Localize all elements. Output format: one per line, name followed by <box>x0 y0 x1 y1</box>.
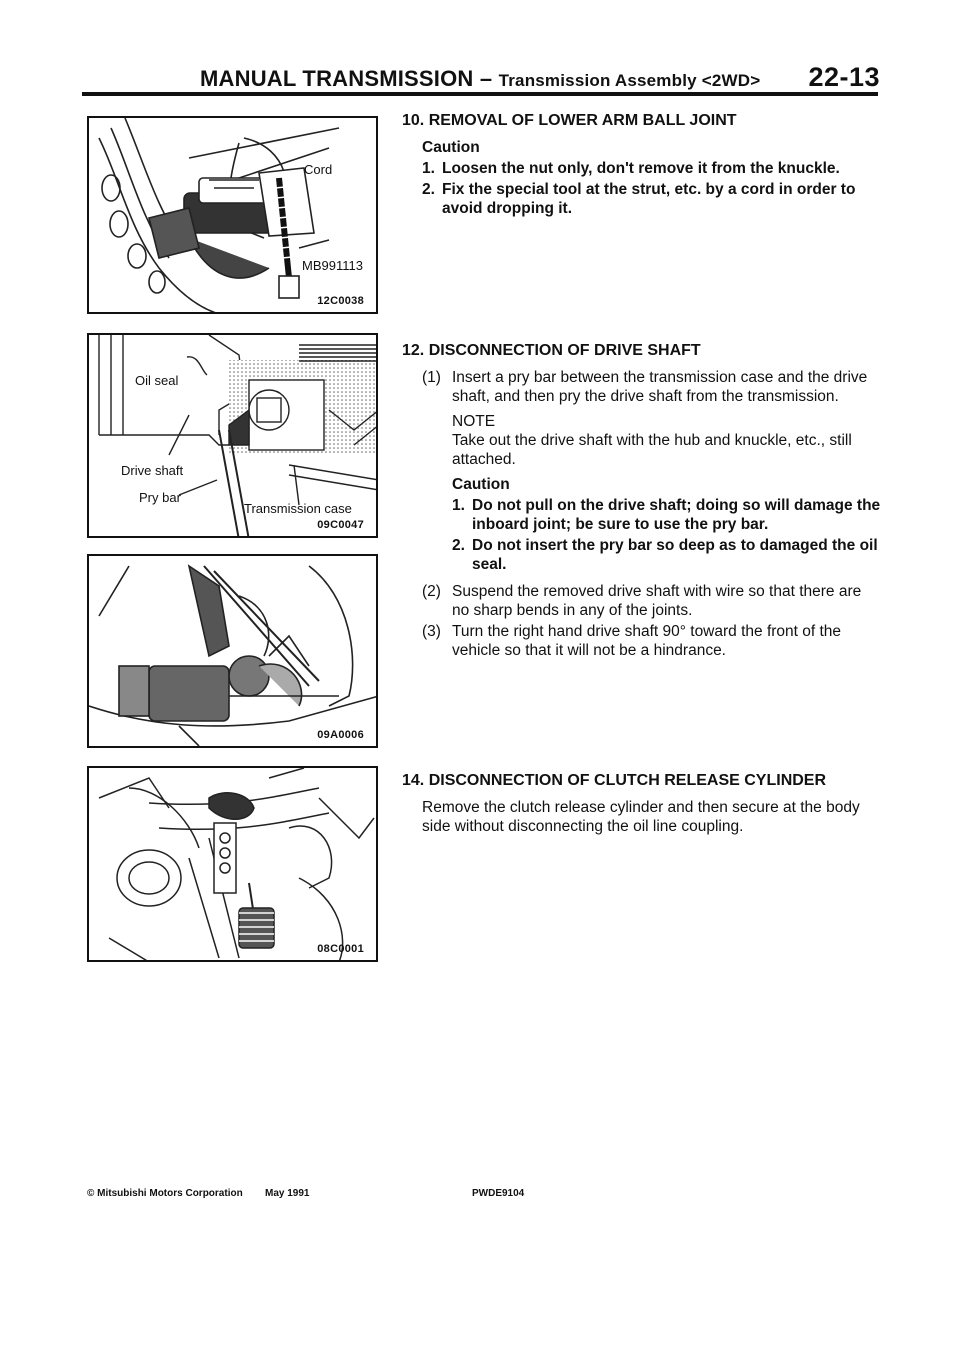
procedure-step <box>422 622 882 660</box>
figure-drive-shaft-pry <box>87 333 378 538</box>
step-text: Suspend the removed drive shaft with wire so that there are no sharp bends in any of the joints. <box>452 583 862 619</box>
procedure-step <box>422 368 882 406</box>
page-title <box>200 66 760 92</box>
note-heading: NOTE <box>452 413 496 430</box>
label-cord: Cord <box>304 162 333 177</box>
label-tool-number: MB991113 <box>302 258 363 273</box>
title-sub: Transmission Assembly <2WD> <box>498 71 761 90</box>
section-title: 14. DISCONNECTION OF CLUTCH RELEASE CYLINDER <box>402 772 827 789</box>
item-text: Do not insert the pry bar so deep as to damaged the oil seal. <box>472 537 878 573</box>
title-separator: – <box>473 66 499 91</box>
header-rule <box>82 92 878 96</box>
step-number: (2) <box>422 583 441 600</box>
step-number: (3) <box>422 623 441 640</box>
step-number: (1) <box>422 369 441 386</box>
title-main: MANUAL TRANSMISSION <box>200 66 474 91</box>
figure-suspended-shaft <box>87 554 378 748</box>
figure-code: 08C0001 <box>317 943 364 955</box>
label-drive-shaft: Drive shaft <box>121 463 184 478</box>
figure-code: 09C0047 <box>317 519 364 531</box>
procedure-step <box>422 582 882 620</box>
label-oil-seal: Oil seal <box>135 373 179 388</box>
footer-copyright: © Mitsubishi Motors Corporation <box>87 1188 243 1199</box>
item-number: 2. <box>422 181 435 198</box>
item-text: Do not pull on the drive shaft; doing so will damage the inboard joint; be sure to use the pry bar. <box>472 497 881 533</box>
section-title: 10. REMOVAL OF LOWER ARM BALL JOINT <box>402 112 737 129</box>
page-header <box>200 62 880 96</box>
item-number: 1. <box>422 160 435 177</box>
figure-clutch-cylinder <box>87 766 378 962</box>
footer-doc-code: PWDE9104 <box>472 1188 525 1199</box>
figure-code: 09A0006 <box>317 729 364 741</box>
clutch-cylinder-illustration <box>89 768 378 962</box>
suspended-shaft-illustration <box>89 556 378 748</box>
item-text: Loosen the nut only, don't remove it from the knuckle. <box>442 160 840 177</box>
caution-heading: Caution <box>422 139 480 156</box>
item-number: 1. <box>452 497 465 514</box>
caution-item <box>452 496 882 534</box>
figure-ball-joint <box>87 116 378 314</box>
page-number: 22-13 <box>808 62 880 92</box>
figure-code: 12C0038 <box>317 295 364 307</box>
caution-item <box>422 159 882 178</box>
note-text: Take out the drive shaft with the hub and knuckle, etc., still attached. <box>452 432 852 468</box>
caution-heading: Caution <box>452 476 510 493</box>
section-14 <box>402 771 882 836</box>
label-transmission-case: Transmission case <box>244 501 352 516</box>
section-text: Remove the clutch release cylinder and then secure at the body side without disconnecting the oil line coupling. <box>422 799 860 835</box>
ball-joint-illustration <box>89 118 378 314</box>
step-text: Insert a pry bar between the transmission case and the drive shaft, and then pry the drive shaft from the transmission. <box>452 369 868 405</box>
label-pry-bar: Pry bar <box>139 490 181 505</box>
footer-date: May 1991 <box>265 1188 310 1199</box>
item-text: Fix the special tool at the strut, etc. by a cord in order to avoid dropping it. <box>442 181 856 217</box>
step-text: Turn the right hand drive shaft 90° toward the front of the vehicle so that it will not be a hindrance. <box>452 623 842 659</box>
caution-item <box>422 180 882 218</box>
caution-item <box>452 536 882 574</box>
section-12 <box>402 341 882 666</box>
section-10 <box>402 111 882 220</box>
section-title: 12. DISCONNECTION OF DRIVE SHAFT <box>402 342 701 359</box>
item-number: 2. <box>452 537 465 554</box>
